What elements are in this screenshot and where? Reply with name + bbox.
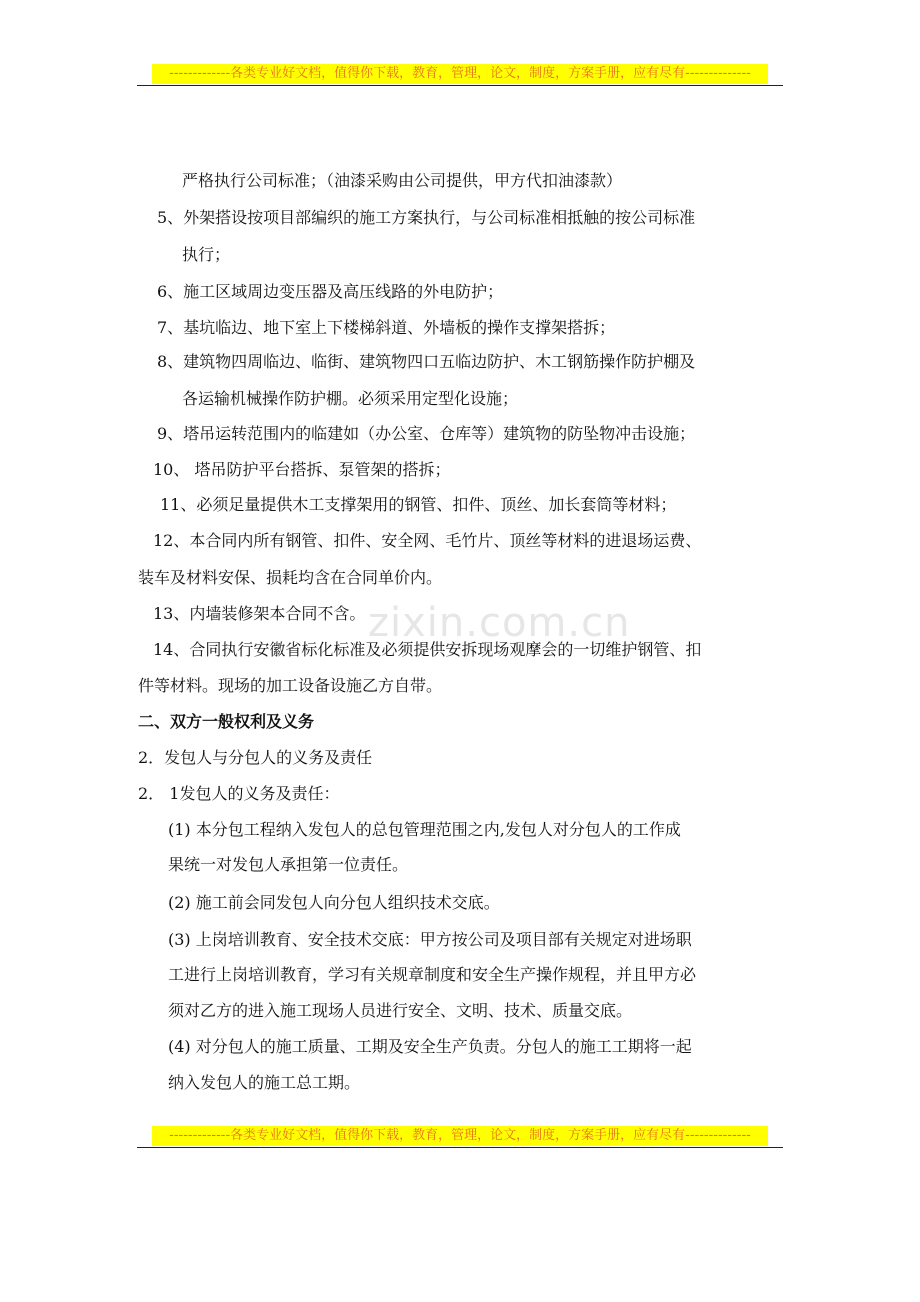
text-line: 纳入发包人的施工总工期。 [168,1073,361,1092]
list-item-6: 6、施工区域周边变压器及高压线路的外电防护； [157,282,504,301]
list-item-12: 12、本合同内所有钢管、扣件、安全网、毛竹片、顶丝等材料的进退场运费、 [153,531,702,550]
section-heading: 二、双方一般权利及义务 [138,712,315,731]
subsection-heading: 2．发包人与分包人的义务及责任 [138,748,373,767]
text-line: 各运输机械操作防护棚。必须采用定型化设施； [182,389,519,408]
list-item-2: (2) 施工前会同发包人向分包人组织技术交底。 [168,893,500,912]
list-item-10: 10、 塔吊防护平台搭拆、泵管架的搭拆； [153,460,451,479]
list-item-11: 11、必须足量提供木工支撑架用的钢管、扣件、顶丝、加长套筒等材料； [160,495,677,514]
list-item-9: 9、塔吊运转范围内的临建如（办公室、仓库等）建筑物的防坠物冲击设施； [157,424,696,443]
list-item-13: 13、内墙装修架本合同不含。 [153,604,366,623]
text-line: 严格执行公司标准；（油漆采购由公司提供，甲方代扣油漆款） [182,171,623,190]
text-line: 执行； [182,245,231,264]
list-item-3: (3) 上岗培训教育、安全技术交底：甲方按公司及项目部有关规定对进场职 [168,930,692,949]
footer-rule [137,1147,783,1148]
text-line: 须对乙方的进入施工现场人员进行安全、文明、技术、质量交底。 [168,1001,633,1020]
header-rule [137,85,783,86]
header-banner: -------------各类专业好文档，值得你下载，教育，管理，论文，制度，方案手册，应有尽有-------------- [152,64,768,84]
list-item-14: 14、合同执行安徽省标化标准及必须提供安拆现场观摩会的一切维护钢管、扣 [153,640,702,659]
list-item-1: (1) 本分包工程纳入发包人的总包管理范围之内,发包人对分包人的工作成 [168,820,681,839]
list-item-7: 7、基坑临边、地下室上下楼梯斜道、外墙板的操作支撑架搭拆； [157,318,616,337]
list-item-5: 5、外架搭设按项目部编织的施工方案执行，与公司标准相抵触的按公司标准 [157,208,696,227]
text-line: 工进行上岗培训教育，学习有关规章制度和安全生产操作规程，并且甲方必 [168,965,697,984]
list-item-4: (4) 对分包人的施工质量、工期及安全生产负责。分包人的施工工期将一起 [168,1037,692,1056]
text-line: 件等材料。现场的加工设备设施乙方自带。 [138,676,443,695]
list-item-8: 8、建筑物四周临边、临街、建筑物四口五临边防护、木工钢筋操作防护棚及 [157,352,696,371]
subsection-heading: 2． 1发包人的义务及责任： [138,784,340,803]
footer-banner: -------------各类专业好文档，值得你下载，教育，管理，论文，制度，方案手册，应有尽有-------------- [152,1126,768,1146]
watermark: zixin.com.cn [368,600,631,646]
text-line: 装车及材料安保、损耗均含在合同单价内。 [138,568,443,587]
text-line: 果统一对发包人承担第一位责任。 [168,855,409,874]
